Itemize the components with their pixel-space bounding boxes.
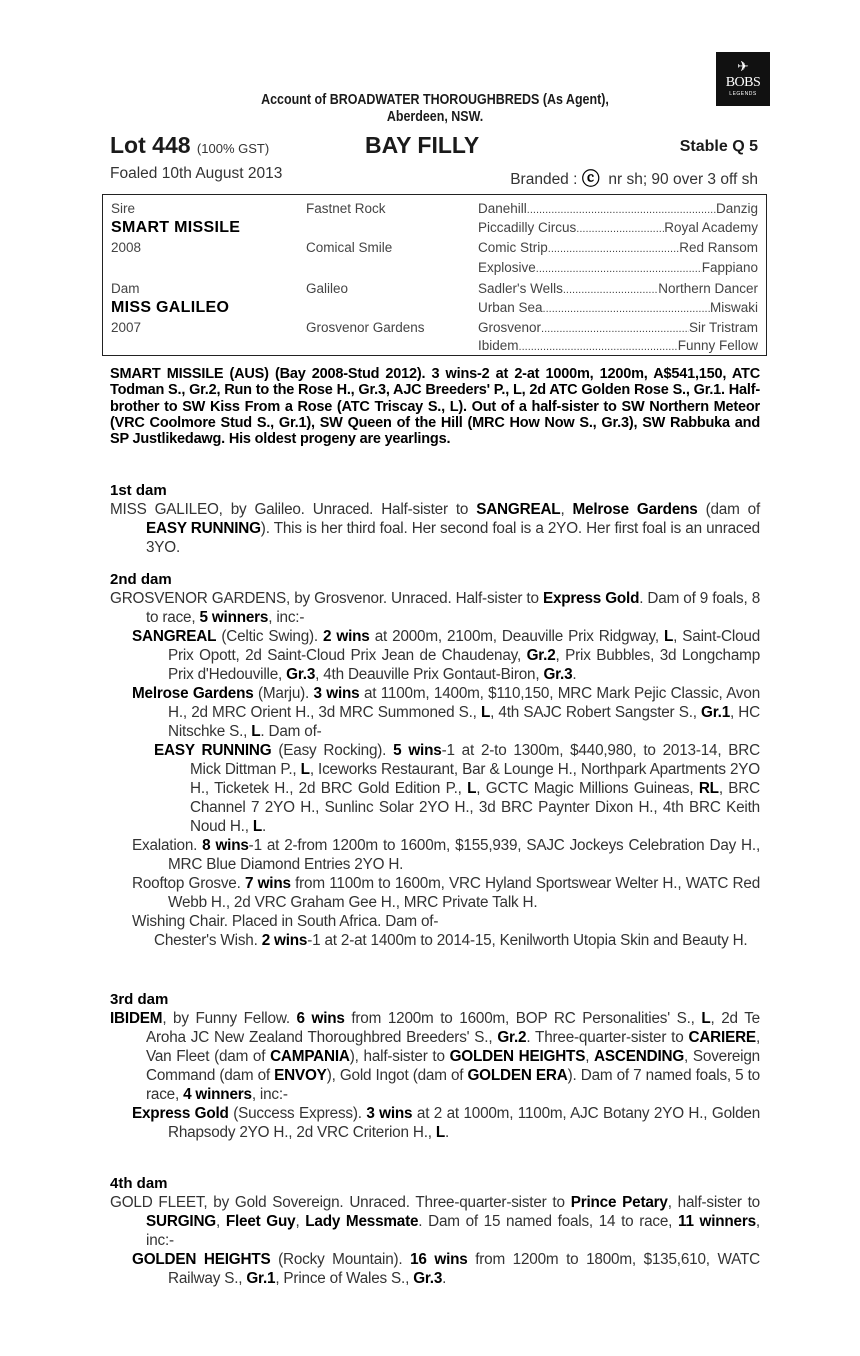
entry-paragraph (110, 836, 760, 874)
text: , by Funny Fellow. (162, 1010, 297, 1027)
lot-header (110, 132, 760, 162)
section-3rd-dam (110, 991, 760, 1142)
bold-text: GOLDEN HEIGHTS (132, 1251, 271, 1268)
bold-text: Lady Messmate (305, 1213, 419, 1230)
text: . (261, 818, 267, 835)
bold-text: Express Gold (542, 590, 640, 607)
text: ). This is her third foal. Her second foal is a 2YO. Her first foal is an unraced 3YO. (146, 520, 760, 556)
entry-paragraph (110, 1250, 760, 1288)
leader-dots (527, 201, 716, 216)
great-grandparent-row (478, 260, 758, 275)
bold-text: 6 wins (296, 1010, 345, 1027)
text: , (585, 1048, 595, 1065)
section-body (110, 589, 760, 950)
granddam-paternal: Comical Smile (306, 240, 393, 255)
ggp-horse: Explosive (478, 260, 536, 275)
text: ). Dam of 7 named foals, 5 to race, (146, 1067, 760, 1103)
bold-text: 2 wins (323, 628, 370, 645)
bold-text: GOLDEN HEIGHTS (449, 1048, 586, 1065)
bold-text: Gr.3 (413, 1270, 443, 1287)
grandsire-paternal: Fastnet Rock (306, 201, 386, 216)
leader-dots (563, 281, 658, 296)
entry-paragraph (110, 874, 760, 912)
text: , half-sister to (667, 1194, 760, 1211)
text: (Marju). (253, 685, 314, 702)
entry-paragraph (110, 1193, 760, 1250)
text: Rooftop Grosve. (132, 875, 245, 892)
entry-paragraph (110, 627, 760, 684)
bold-text: IBIDEM (110, 1010, 163, 1027)
entry-paragraph (110, 589, 760, 627)
ggp-sire: Red Ransom (679, 240, 758, 255)
text: . (442, 1270, 447, 1287)
text: . (572, 666, 577, 683)
text: at 2000m, 2100m, Deauville Prix Ridgway, (369, 628, 664, 645)
ggp-sire: Sir Tristram (689, 320, 758, 335)
text: GROSVENOR GARDENS, by Grosvenor. Unraced. Half-sister to (110, 590, 543, 607)
section-body (110, 1009, 760, 1142)
entry-paragraph (110, 912, 760, 931)
bold-text: SURGING (146, 1213, 216, 1230)
bold-text: Gr.1 (246, 1270, 276, 1287)
bold-text: L (467, 780, 477, 797)
bold-text: 8 wins (202, 837, 249, 854)
ggp-horse: Grosvenor (478, 320, 542, 335)
vendor-line-2: Aberdeen, NSW. (386, 109, 484, 125)
ggp-horse: Piccadilly Circus (478, 220, 577, 235)
text: . Three-quarter-sister to (526, 1029, 689, 1046)
text: (Success Express). (228, 1105, 367, 1122)
sire-label: Sire (111, 201, 136, 216)
ggp-sire: Royal Academy (664, 220, 758, 235)
great-grandparent-row (478, 220, 758, 235)
text: , Van Fleet (dam of (146, 1029, 760, 1065)
section-title: 1st dam (110, 482, 167, 499)
text: , Saint-Cloud Prix Opott, 2d Saint-Cloud Prix Jean de Chaudenay, (168, 628, 761, 664)
ggp-horse: Comic Strip (478, 240, 548, 255)
text: (Celtic Swing). (216, 628, 324, 645)
text: , GCTC Magic Millions Guineas, (476, 780, 699, 797)
bold-text: L (435, 1124, 446, 1141)
ggp-sire: Funny Fellow (677, 338, 758, 353)
text: . Dam of 9 foals, 8 to race, (146, 590, 761, 626)
bold-text: Fleet Guy (225, 1213, 296, 1230)
entry-paragraph (110, 500, 760, 557)
text: , (560, 501, 573, 518)
brand-info (510, 165, 758, 191)
ggp-horse: Sadler's Wells (478, 281, 563, 296)
text: from 1200m to 1600m, BOP RC Personalities' S., (344, 1010, 702, 1027)
text: -1 at 2-from 1200m to 1600m, $155,939, SAJC Jockeys Celebration Day H., MRC Blue Diamond Entries 2YO H. (168, 837, 761, 873)
sire-name: SMART MISSILE (111, 219, 241, 236)
bold-text: SANGREAL (132, 628, 217, 645)
text: , inc:- (251, 1086, 288, 1103)
great-grandparent-row (478, 320, 758, 335)
bold-text: L (701, 1010, 711, 1027)
ggp-sire: Miswaki (709, 300, 758, 315)
branded-label: Branded : (510, 171, 578, 188)
section-1st-dam (110, 482, 760, 557)
bold-text: 2 wins (261, 932, 308, 949)
text: -1 at 2-to 1300m, $440,980, to 2013-14, BRC Mick Dittman P., (190, 742, 760, 778)
text: Exalation. (132, 837, 203, 854)
great-grandparent-row (478, 281, 758, 296)
bold-text: L (251, 723, 261, 740)
text: from 1200m to 1800m, $135,610, WATC Railway S., (168, 1251, 760, 1287)
great-grandparent-row (478, 300, 758, 315)
logo-name: BOBS (725, 75, 761, 90)
entry-paragraph (110, 1009, 760, 1104)
text: MISS GALILEO, by Galileo. Unraced. Half-sister to (110, 501, 477, 518)
entry-paragraph (110, 741, 760, 836)
bold-text: SANGREAL (476, 501, 561, 518)
entry-paragraph (110, 931, 760, 950)
text: . Dam of 15 named foals, 14 to race, (418, 1213, 678, 1230)
ggp-sire: Fappiano (701, 260, 758, 275)
bold-text: Gr.1 (701, 704, 731, 721)
bold-text: EASY RUNNING (146, 520, 261, 537)
section-title: 4th dam (110, 1175, 168, 1192)
bold-text: 11 winners (677, 1213, 756, 1230)
text: , 2d Te Aroha JC New Zealand Thoroughbred Breeders' S., (146, 1010, 760, 1046)
bold-text: CAMPANIA (270, 1048, 350, 1065)
leader-dots (543, 300, 710, 315)
ggp-sire: Northern Dancer (658, 281, 758, 296)
text: -1 at 2-at 1400m to 2014-15, Kenilworth Utopia Skin and Beauty H. (307, 932, 748, 949)
gst-note: (100% GST) (196, 141, 270, 156)
ggp-sire: Danzig (715, 201, 758, 216)
bold-text: 4 winners (183, 1086, 252, 1103)
ggp-horse: Urban Sea (478, 300, 543, 315)
text: at 1100m, 1400m, $110,150, MRC Mark Pejic Classic, Avon H., 2d MRC Orient H., 3d MRC Summoned S., (168, 685, 760, 721)
bold-text: 7 wins (244, 875, 291, 892)
text: , Sovereign Command (dam of (146, 1048, 760, 1084)
bold-text: Prince Petary (570, 1194, 668, 1211)
bold-text: Melrose Gardens (132, 685, 254, 702)
text: (Easy Rocking). (271, 742, 394, 759)
bold-text: ASCENDING (594, 1048, 685, 1065)
text: ), Gold Ingot (dam of (326, 1067, 468, 1084)
text: , Iceworks Restaurant, Bar & Lounge H., Northpark Apartments 2YO H., Ticketek H., 2d BRC Gold Edition P., (190, 761, 760, 797)
bold-text: CARIERE (688, 1029, 756, 1046)
leader-dots (576, 220, 664, 235)
great-grandparent-row (478, 338, 758, 353)
bold-text: 16 wins (410, 1251, 468, 1268)
text: from 1100m to 1600m, VRC Hyland Sportswear Welter H., WATC Red Webb H., 2d VRC Graham Gee H., MRC Private Talk H. (168, 875, 761, 911)
dam-year: 2007 (111, 320, 142, 335)
section-title: 3rd dam (110, 991, 169, 1008)
section-2nd-dam (110, 571, 760, 950)
text: , Prince of Wales S., (275, 1270, 414, 1287)
stable-location: Stable Q 5 (679, 138, 758, 155)
text: , Prix Bubbles, 3d Longchamp Prix d'Hedouville, (168, 647, 760, 683)
bold-text: 5 winners (199, 609, 269, 626)
bold-text: 3 wins (366, 1105, 413, 1122)
ggp-horse: Danehill (478, 201, 527, 216)
text: (Rocky Mountain). (270, 1251, 411, 1268)
leader-dots (519, 338, 678, 353)
foaled-date: Foaled 10th August 2013 (110, 165, 283, 182)
text: (dam of (697, 501, 761, 518)
text: , (295, 1213, 306, 1230)
bold-text: GOLDEN ERA (467, 1067, 568, 1084)
bold-text: RL (698, 780, 719, 797)
text: , (216, 1213, 226, 1230)
sire-year: 2008 (111, 240, 142, 255)
bold-text: 3 wins (313, 685, 360, 702)
text: , BRC Channel 7 2YO H., Sunlinc Solar 2YO H., 3d BRC Paynter Dixon H., 4th BRC Keith Noud H., (190, 780, 760, 835)
great-grandparent-row (478, 240, 758, 255)
brand-mark-icon: ⓒ (581, 169, 600, 189)
bold-text: EASY RUNNING (154, 742, 272, 759)
vendor-account (156, 92, 715, 126)
text: Wishing Chair. Placed in South Africa. Dam of- (132, 913, 439, 930)
bold-text: Gr.2 (526, 647, 556, 664)
bold-text: Gr.3 (543, 666, 573, 683)
text: . Dam of- (260, 723, 322, 740)
text: GOLD FLEET, by Gold Sovereign. Unraced. Three-quarter-sister to (110, 1194, 571, 1211)
leader-dots (536, 260, 702, 275)
bold-text: L (300, 761, 310, 778)
text: , inc:- (268, 609, 305, 626)
section-4th-dam (110, 1175, 760, 1288)
text: . (445, 1124, 450, 1141)
bold-text: Gr.2 (497, 1029, 527, 1046)
bold-text: Melrose Gardens (572, 501, 698, 518)
text: , 4th Deauville Prix Gontaut-Biron, (315, 666, 544, 683)
bold-text: Express Gold (132, 1105, 229, 1122)
great-grandparent-row (478, 201, 758, 216)
leader-dots (548, 240, 679, 255)
entry-paragraph (110, 1104, 760, 1142)
dam-label: Dam (111, 281, 140, 296)
sire-summary: SMART MISSILE (AUS) (Bay 2008-Stud 2012). 3 wins-2 at 2-at 1000m, 1200m, A$541,150, ATC Todman S., Gr.2, Run to the Rose H., Gr.3, AJC Breeders' P., L, 2d ATC Golden Rose S., Gr.1. Half-brother to SW Kiss From a Rose (ATC Triscay S., L). Out of a half-sister to SW Northern Meteor (VRC Coolmore Stud S., Gr.1), SW Queen of the Hill (MRC How Now S., Gr.3), SW Rabbuka and SP Justlikedawg. His oldest progeny are yearlings. (110, 366, 760, 448)
entry-paragraph (110, 684, 760, 741)
dam-name: MISS GALILEO (111, 299, 230, 316)
text: Chester's Wish. (154, 932, 262, 949)
bold-text: L (252, 818, 262, 835)
granddam-maternal: Grosvenor Gardens (306, 320, 425, 335)
text: , HC Nitschke S., (168, 704, 761, 740)
horse-description: BAY FILLY (365, 132, 480, 158)
bold-text: L (664, 628, 674, 645)
bold-text: Gr.3 (286, 666, 316, 683)
section-body (110, 1193, 760, 1288)
bird-logo-icon: ✈ (737, 58, 749, 74)
grandsire-maternal: Galileo (306, 281, 349, 296)
pedigree-table (102, 194, 767, 356)
bold-text: L (480, 704, 491, 721)
branded-value: nr sh; 90 over 3 off sh (608, 171, 758, 188)
lot-number (110, 132, 269, 159)
section-title: 2nd dam (110, 571, 172, 588)
leader-dots (541, 320, 689, 335)
text: , inc:- (146, 1213, 760, 1249)
lot-label: Lot 448 (110, 132, 191, 158)
bold-text: 5 wins (393, 742, 442, 759)
ggp-horse: Ibidem (478, 338, 519, 353)
bobs-logo (716, 52, 770, 106)
text: at 2 at 1000m, 1100m, AJC Botany 2YO H., Golden Rhapsody 2YO H., 2d VRC Criterion H., (168, 1105, 761, 1141)
logo-subtitle: LEGENDS (729, 91, 757, 97)
text: ), half-sister to (349, 1048, 450, 1065)
vendor-line-1: Account of BROADWATER THOROUGHBREDS (As Agent), (261, 92, 609, 108)
section-body (110, 500, 760, 557)
text: , 4th SAJC Robert Sangster S., (490, 704, 702, 721)
bold-text: ENVOY (274, 1067, 327, 1084)
